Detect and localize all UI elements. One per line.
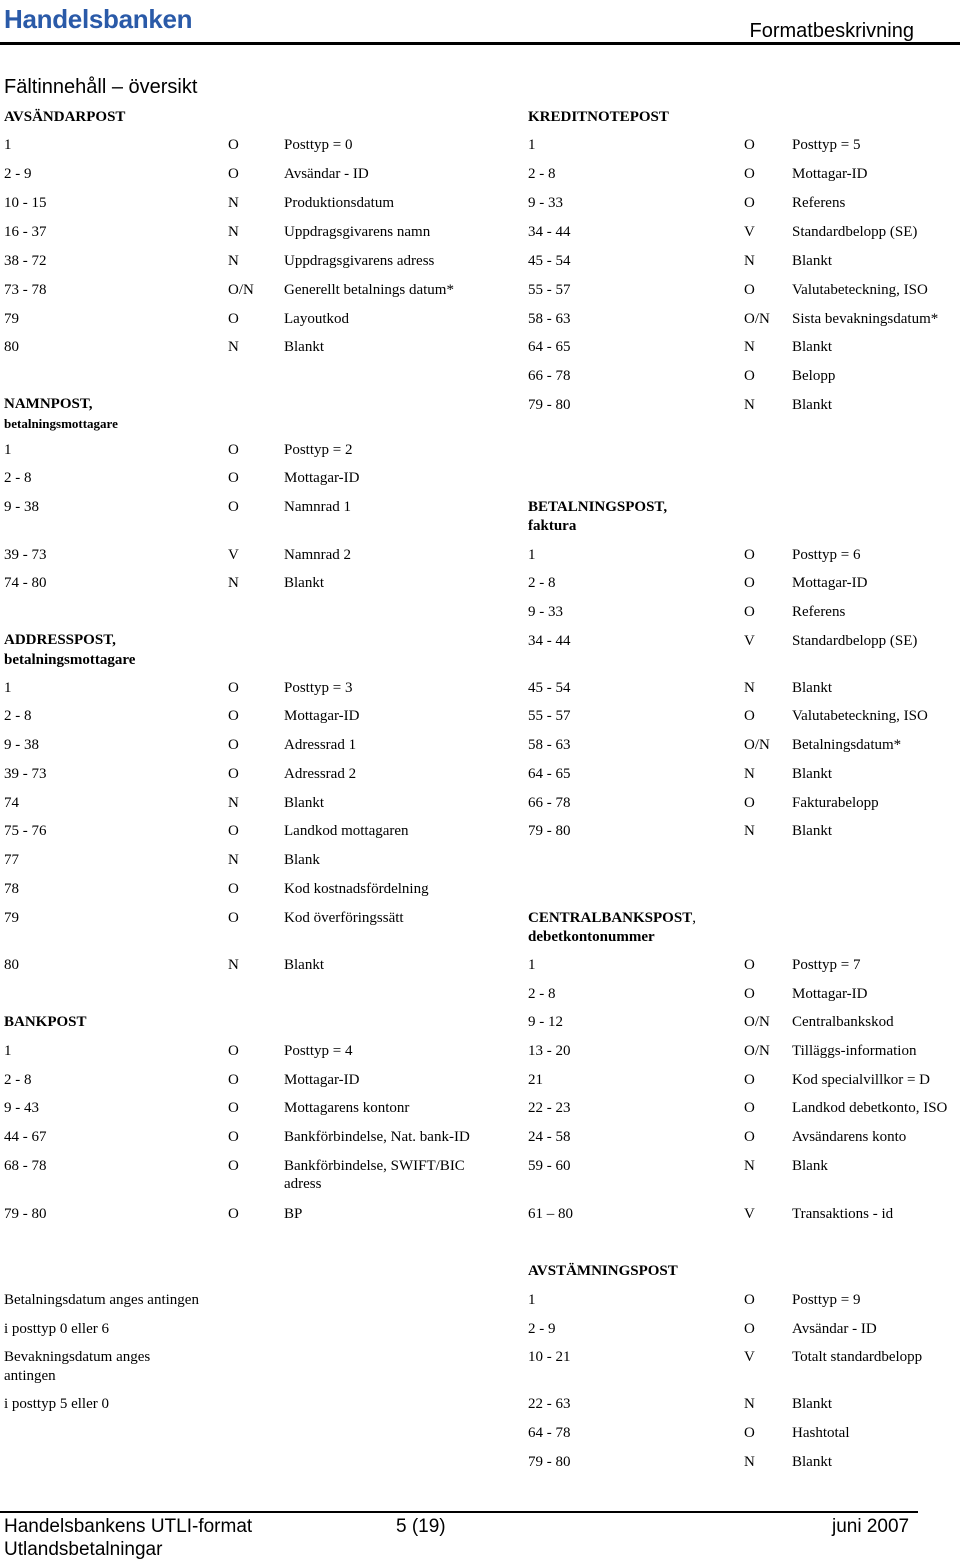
field-description: Blankt	[284, 957, 324, 973]
field-type: O	[228, 470, 239, 486]
field-position: 79	[4, 311, 19, 327]
field-description: Centralbankskod	[792, 1014, 894, 1030]
field-description: Mottagar-ID	[284, 1072, 360, 1088]
header-divider	[0, 42, 960, 45]
field-description: Standardbelopp (SE)	[792, 633, 918, 649]
field-type: O	[228, 766, 239, 782]
field-position: 74	[4, 795, 19, 811]
field-description: Blankt	[284, 339, 324, 355]
field-description: Hashtotal	[792, 1425, 850, 1441]
field-position: 66 - 78	[528, 368, 571, 384]
footnote-line: i posttyp 0 eller 6	[4, 1321, 109, 1337]
field-position: 1	[528, 1292, 536, 1308]
field-description: Standardbelopp (SE)	[792, 224, 918, 240]
field-description: Kod överföringssätt	[284, 910, 404, 926]
field-type: O	[744, 137, 755, 153]
field-type: N	[228, 224, 239, 240]
field-description: Uppdragsgivarens namn	[284, 224, 431, 240]
field-type: O/N	[744, 311, 770, 327]
field-position: 39 - 73	[4, 547, 47, 563]
field-type: O/N	[744, 1043, 770, 1059]
field-type: N	[744, 823, 755, 839]
field-description: Mottagar-ID	[792, 166, 868, 182]
field-position: 1	[4, 442, 12, 458]
field-type: O	[228, 737, 239, 753]
field-type: V	[744, 1206, 755, 1222]
field-type: O	[228, 708, 239, 724]
field-description: Posttyp = 3	[284, 680, 353, 696]
field-description: Landkod debetkonto, ISO	[792, 1100, 948, 1116]
field-type: O	[744, 368, 755, 384]
field-position: 61 – 80	[528, 1206, 573, 1222]
field-type: V	[744, 633, 755, 649]
field-description: Posttyp = 2	[284, 442, 353, 458]
field-description: Blankt	[792, 1396, 832, 1412]
field-description: Transaktions - id	[792, 1206, 894, 1222]
field-position: 80	[4, 339, 19, 355]
field-description: Belopp	[792, 368, 836, 384]
section-title: Fältinnehåll – översikt	[4, 76, 198, 98]
field-position: 64 - 65	[528, 339, 571, 355]
field-description: Generellt betalnings datum*	[284, 282, 454, 298]
field-position: 1	[528, 137, 536, 153]
field-type: N	[744, 1158, 755, 1174]
field-type: N	[744, 253, 755, 269]
field-description: Blank	[284, 852, 320, 868]
kreditnotepost-title: KREDITNOTEPOST	[528, 109, 669, 125]
centralbankspost-subtitle: debetkontonummer	[528, 929, 655, 945]
footnote-line: Bevakningsdatum anges	[4, 1349, 151, 1365]
field-description: Layoutkod	[284, 311, 349, 327]
field-description: Mottagarens kontonr	[284, 1100, 410, 1116]
footnote-line: Betalningsdatum anges antingen	[4, 1292, 199, 1308]
field-position: 2 - 8	[4, 1072, 32, 1088]
field-position: 58 - 63	[528, 737, 571, 753]
field-description: Valutabeteckning, ISO	[792, 708, 928, 724]
field-position: 66 - 78	[528, 795, 571, 811]
bankpost-title: BANKPOST	[4, 1014, 87, 1030]
field-description: Adressrad 2	[284, 766, 357, 782]
field-description: Sista bevakningsdatum*	[792, 311, 939, 327]
field-description: Blankt	[792, 680, 832, 696]
field-position: 24 - 58	[528, 1129, 571, 1145]
field-type: N	[744, 1454, 755, 1470]
field-position: 59 - 60	[528, 1158, 571, 1174]
field-position: 2 - 8	[528, 166, 556, 182]
field-type: N	[228, 575, 239, 591]
namnpost-subtitle: betalningsmottagare	[4, 416, 118, 431]
field-position: 1	[528, 957, 536, 973]
field-type: O	[228, 680, 239, 696]
centralbankspost-title-suffix: ,	[692, 910, 696, 926]
field-position: 10 - 21	[528, 1349, 571, 1365]
field-description: Betalningsdatum*	[792, 737, 902, 753]
field-type: O	[228, 823, 239, 839]
footer-doc-subtitle: Utlandsbetalningar	[4, 1539, 163, 1560]
field-position: 55 - 57	[528, 282, 571, 298]
field-position: 2 - 8	[4, 708, 32, 724]
field-position: 1	[4, 680, 12, 696]
field-position: 44 - 67	[4, 1129, 47, 1145]
field-position: 2 - 9	[528, 1321, 556, 1337]
field-type: N	[744, 1396, 755, 1412]
field-type: O	[228, 881, 239, 897]
field-description: Namnrad 2	[284, 547, 352, 563]
field-type: O	[228, 1129, 239, 1145]
field-type: O	[228, 137, 239, 153]
field-description: Blankt	[792, 397, 832, 413]
handelsbanken-logo: Handelsbanken	[4, 4, 193, 34]
field-description: Mottagar-ID	[284, 470, 360, 486]
field-description-continued: adress	[284, 1176, 322, 1192]
field-position: 2 - 8	[528, 986, 556, 1002]
field-type: N	[228, 195, 239, 211]
field-type: O	[744, 1129, 755, 1145]
field-type: O	[228, 499, 239, 515]
field-type: O	[744, 604, 755, 620]
field-position: 1	[4, 137, 12, 153]
field-position: 80	[4, 957, 19, 973]
field-description: Referens	[792, 195, 846, 211]
field-type: O	[744, 986, 755, 1002]
field-type: N	[228, 957, 239, 973]
centralbankspost-title: CENTRALBANKSPOST,	[528, 910, 696, 926]
field-position: 16 - 37	[4, 224, 47, 240]
field-description: Posttyp = 0	[284, 137, 353, 153]
field-position: 78	[4, 881, 19, 897]
field-type: O	[228, 1043, 239, 1059]
field-position: 1	[528, 547, 536, 563]
field-description: Adressrad 1	[284, 737, 357, 753]
field-position: 79 - 80	[528, 397, 571, 413]
footnote-line: i posttyp 5 eller 0	[4, 1396, 109, 1412]
field-description: Avsändar - ID	[792, 1321, 877, 1337]
field-position: 2 - 8	[528, 575, 556, 591]
addresspost-subtitle: betalningsmottagare	[4, 652, 136, 668]
field-type: O	[744, 1425, 755, 1441]
field-position: 21	[528, 1072, 543, 1088]
field-type: N	[228, 852, 239, 868]
field-description: Uppdragsgivarens adress	[284, 253, 435, 269]
field-position: 64 - 78	[528, 1425, 571, 1441]
field-position: 38 - 72	[4, 253, 47, 269]
field-position: 9 - 38	[4, 499, 39, 515]
field-description: Blankt	[792, 823, 832, 839]
avsandarpost-title: AVSÄNDARPOST	[4, 109, 126, 125]
betalningspost-title: BETALNINGSPOST,	[528, 499, 668, 515]
field-type: O	[228, 1100, 239, 1116]
field-description: Posttyp = 5	[792, 137, 861, 153]
field-position: 77	[4, 852, 19, 868]
field-description: Blankt	[284, 575, 324, 591]
field-position: 79 - 80	[4, 1206, 47, 1222]
field-type: O	[228, 910, 239, 926]
field-position: 74 - 80	[4, 575, 47, 591]
field-position: 45 - 54	[528, 253, 571, 269]
field-description: Produktionsdatum	[284, 195, 395, 211]
field-type: O	[744, 282, 755, 298]
field-description: Valutabeteckning, ISO	[792, 282, 928, 298]
field-position: 9 - 38	[4, 737, 39, 753]
field-description: Posttyp = 7	[792, 957, 861, 973]
field-position: 58 - 63	[528, 311, 571, 327]
field-description: Landkod mottagaren	[284, 823, 409, 839]
field-type: O	[744, 795, 755, 811]
field-type: N	[744, 766, 755, 782]
field-description: Posttyp = 9	[792, 1292, 861, 1308]
field-type: O	[744, 1100, 755, 1116]
field-description: Blankt	[792, 1454, 832, 1470]
field-description: Mottagar-ID	[792, 986, 868, 1002]
field-description: Fakturabelopp	[792, 795, 879, 811]
field-type: N	[744, 339, 755, 355]
field-description: Blank	[792, 1158, 828, 1174]
field-description: Avsändarens konto	[792, 1129, 907, 1145]
field-position: 79 - 80	[528, 1454, 571, 1470]
field-type: N	[228, 795, 239, 811]
field-position: 9 - 43	[4, 1100, 39, 1116]
field-description: Posttyp = 4	[284, 1043, 353, 1059]
field-description: Mottagar-ID	[792, 575, 868, 591]
footer-date: juni 2007	[832, 1516, 910, 1537]
field-type: V	[228, 547, 239, 563]
field-type: O	[228, 1158, 239, 1174]
field-description: Namnrad 1	[284, 499, 352, 515]
field-position: 73 - 78	[4, 282, 47, 298]
footer-page-number: 5 (19)	[396, 1516, 446, 1537]
footnote-line: antingen	[4, 1368, 56, 1384]
field-type: O/N	[744, 737, 770, 753]
footer-divider	[0, 1511, 918, 1513]
field-position: 79 - 80	[528, 823, 571, 839]
footer-doc-title: Handelsbankens UTLI-format	[4, 1516, 253, 1537]
field-type: O	[228, 442, 239, 458]
field-type: N	[228, 339, 239, 355]
field-type: N	[744, 680, 755, 696]
field-type: O	[744, 708, 755, 724]
field-description: Blankt	[792, 339, 832, 355]
field-type: O	[744, 1292, 755, 1308]
field-description: Kod specialvillkor = D	[792, 1072, 931, 1088]
field-description: Mottagar-ID	[284, 708, 360, 724]
field-position: 2 - 8	[4, 470, 32, 486]
field-position: 34 - 44	[528, 224, 571, 240]
field-type: N	[744, 397, 755, 413]
field-type: V	[744, 1349, 755, 1365]
field-type: O	[228, 1072, 239, 1088]
field-description: BP	[284, 1206, 303, 1222]
field-position: 2 - 9	[4, 166, 32, 182]
field-position: 22 - 23	[528, 1100, 571, 1116]
field-type: O	[744, 1072, 755, 1088]
field-description: Bankförbindelse, SWIFT/BIC	[284, 1158, 465, 1174]
document-type: Formatbeskrivning	[749, 20, 914, 42]
field-description: Totalt standardbelopp	[792, 1349, 923, 1365]
field-type: O	[744, 166, 755, 182]
field-type: O	[744, 195, 755, 211]
field-position: 13 - 20	[528, 1043, 571, 1059]
field-description: Blankt	[792, 253, 832, 269]
field-type: O	[744, 957, 755, 973]
field-description: Posttyp = 6	[792, 547, 861, 563]
field-type: O/N	[228, 282, 254, 298]
field-type: O	[744, 1321, 755, 1337]
field-position: 22 - 63	[528, 1396, 571, 1412]
field-position: 10 - 15	[4, 195, 47, 211]
field-type: V	[744, 224, 755, 240]
field-description: Bankförbindelse, Nat. bank-ID	[284, 1129, 470, 1145]
field-position: 79	[4, 910, 19, 926]
field-position: 68 - 78	[4, 1158, 47, 1174]
field-description: Tilläggs-information	[792, 1043, 917, 1059]
field-position: 75 - 76	[4, 823, 47, 839]
field-description: Kod kostnadsfördelning	[284, 881, 429, 897]
field-description: Blankt	[284, 795, 324, 811]
field-position: 64 - 65	[528, 766, 571, 782]
field-position: 45 - 54	[528, 680, 571, 696]
avstamningspost-title: AVSTÄMNINGSPOST	[528, 1263, 678, 1279]
namnpost-title: NAMNPOST,	[4, 396, 93, 412]
field-description: Avsändar - ID	[284, 166, 369, 182]
field-type: O/N	[744, 1014, 770, 1030]
field-type: O	[228, 311, 239, 327]
field-type: O	[744, 575, 755, 591]
field-type: O	[228, 1206, 239, 1222]
field-type: N	[228, 253, 239, 269]
field-type: O	[744, 547, 755, 563]
field-position: 1	[4, 1043, 12, 1059]
field-description: Referens	[792, 604, 846, 620]
betalningspost-subtitle: faktura	[528, 518, 577, 534]
field-position: 9 - 33	[528, 195, 563, 211]
field-position: 39 - 73	[4, 766, 47, 782]
field-position: 55 - 57	[528, 708, 571, 724]
field-position: 9 - 33	[528, 604, 563, 620]
field-description: Blankt	[792, 766, 832, 782]
field-position: 9 - 12	[528, 1014, 563, 1030]
field-position: 34 - 44	[528, 633, 571, 649]
addresspost-title: ADDRESSPOST,	[4, 632, 116, 648]
field-type: O	[228, 166, 239, 182]
